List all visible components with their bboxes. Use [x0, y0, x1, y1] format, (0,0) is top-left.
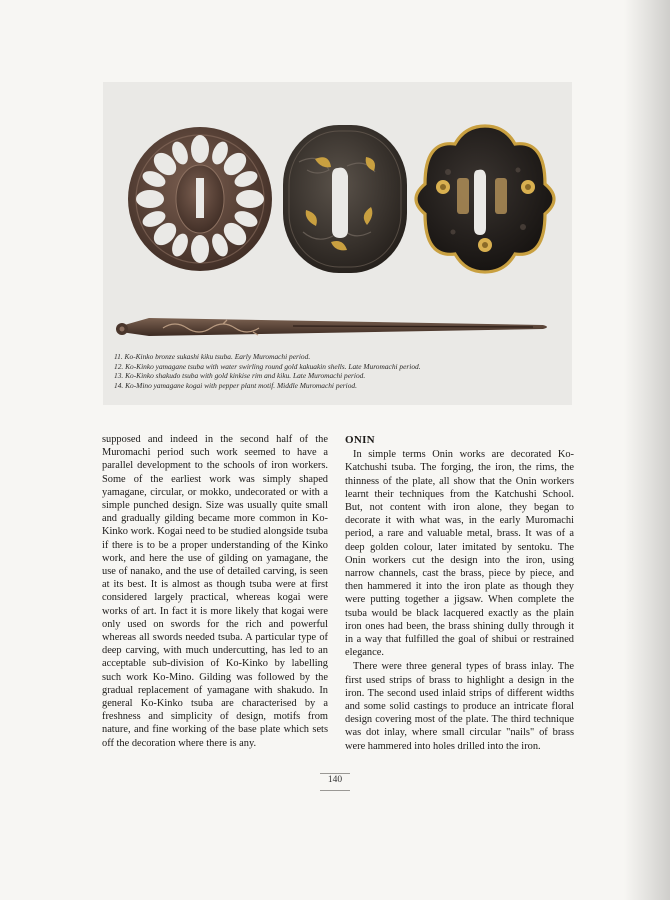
tsuba-yamagane-shells — [283, 125, 407, 273]
caption-14: 14. Ko-Mino yamagane kogai with pepper plant motif. Middle Muromachi period. — [114, 380, 357, 390]
page-number-rule-bottom — [320, 790, 350, 791]
body-paragraph: supposed and indeed in the second half of the Muromachi period such work seemed to have a parallel development to the schools of iron workers. Some of the earliest work was simply shaped yamagane, circular, or mokko, undecorated or with a simple punched design. Size was usually quite small and gradually gilding became more common in Ko-Kinko work. Kogai need to be studied alongside tsuba if there is to be a proper understanding of the Kinko work, and here the use of gilding on yamagane, the use of nanako, and the use of detailed carving, is seen at its best. It is almost as though tsuba were at first considered largely practical, whereas kogai were works of art. In fact it is more likely that kogai were only used on swords for the rich and powerful whereas all swords needed tsuba. A particular type of deep carving, with much undercutting, has led to an acceptable sub-division of Ko-Kinko by labelling such work Ko-Mino. Gilding was followed by the gradual replacement of yamagane with shakudo. In general Ko-Kinko tsuba are characterised by a freshness and simplicity of design, motifs from nature, and fine working of the base plate which sets off the decoration where there is any. — [102, 434, 328, 749]
tsuba-photograph — [103, 82, 572, 405]
left-column — [102, 433, 328, 750]
caption-12: 12. Ko-Kinko yamagane tsuba with water swirling round gold kakuakin shells. Late Muromachi period. — [114, 361, 421, 371]
section-heading-onin: ONIN — [345, 434, 375, 446]
body-paragraph-1: In simple terms Onin works are decorated Ko-Katchushi tsuba. The forging, the iron, the rims, the thinness of the plate, all show that the Onin workers learnt their techniques from the Katchushi School. But, not content with iron alone, they began to decorate it with what was, in the early Muromachi period, a rare and valuable metal, brass. It was of a deep golden colour, later imitated by sentoku. The Onin workers cut the design into the iron, using narrow channels, cast the brass, piece by piece, and then hammered it into the iron plate as though they were putting together a jigsaw. When complete the tsuba would be black lacquered exactly as the plain iron ones had been, the brass shining dully through it in a way that fulfilled the goal of shibui or restrained elegance. — [345, 449, 574, 659]
binding-shadow — [624, 0, 670, 900]
right-column — [345, 434, 574, 753]
caption-13: 13. Ko-Kinko shakudo tsuba with gold kinkise rim and kiku. Late Muromachi period. — [114, 371, 366, 381]
body-paragraph-2: There were three general types of brass inlay. The first used strips of brass to highlight a design in the iron. The second used inlaid strips of different widths and some solid castings to produce an intricate floral design covering most of the plate. The third technique was dot inlay, where small circular "nails" of brass were hammered into holes drilled into the iron. — [345, 661, 574, 752]
page-number: 140 — [327, 775, 343, 785]
tsuba-sukashi-kiku — [128, 127, 272, 271]
page-number-rule-top — [320, 773, 350, 774]
tsuba-shakudo-mokko — [416, 126, 554, 272]
figure-captions — [114, 352, 564, 390]
caption-11: 11. Ko-Kinko bronze sukashi kiku tsuba. Early Muromachi period. — [114, 352, 311, 361]
kogai — [116, 318, 547, 336]
